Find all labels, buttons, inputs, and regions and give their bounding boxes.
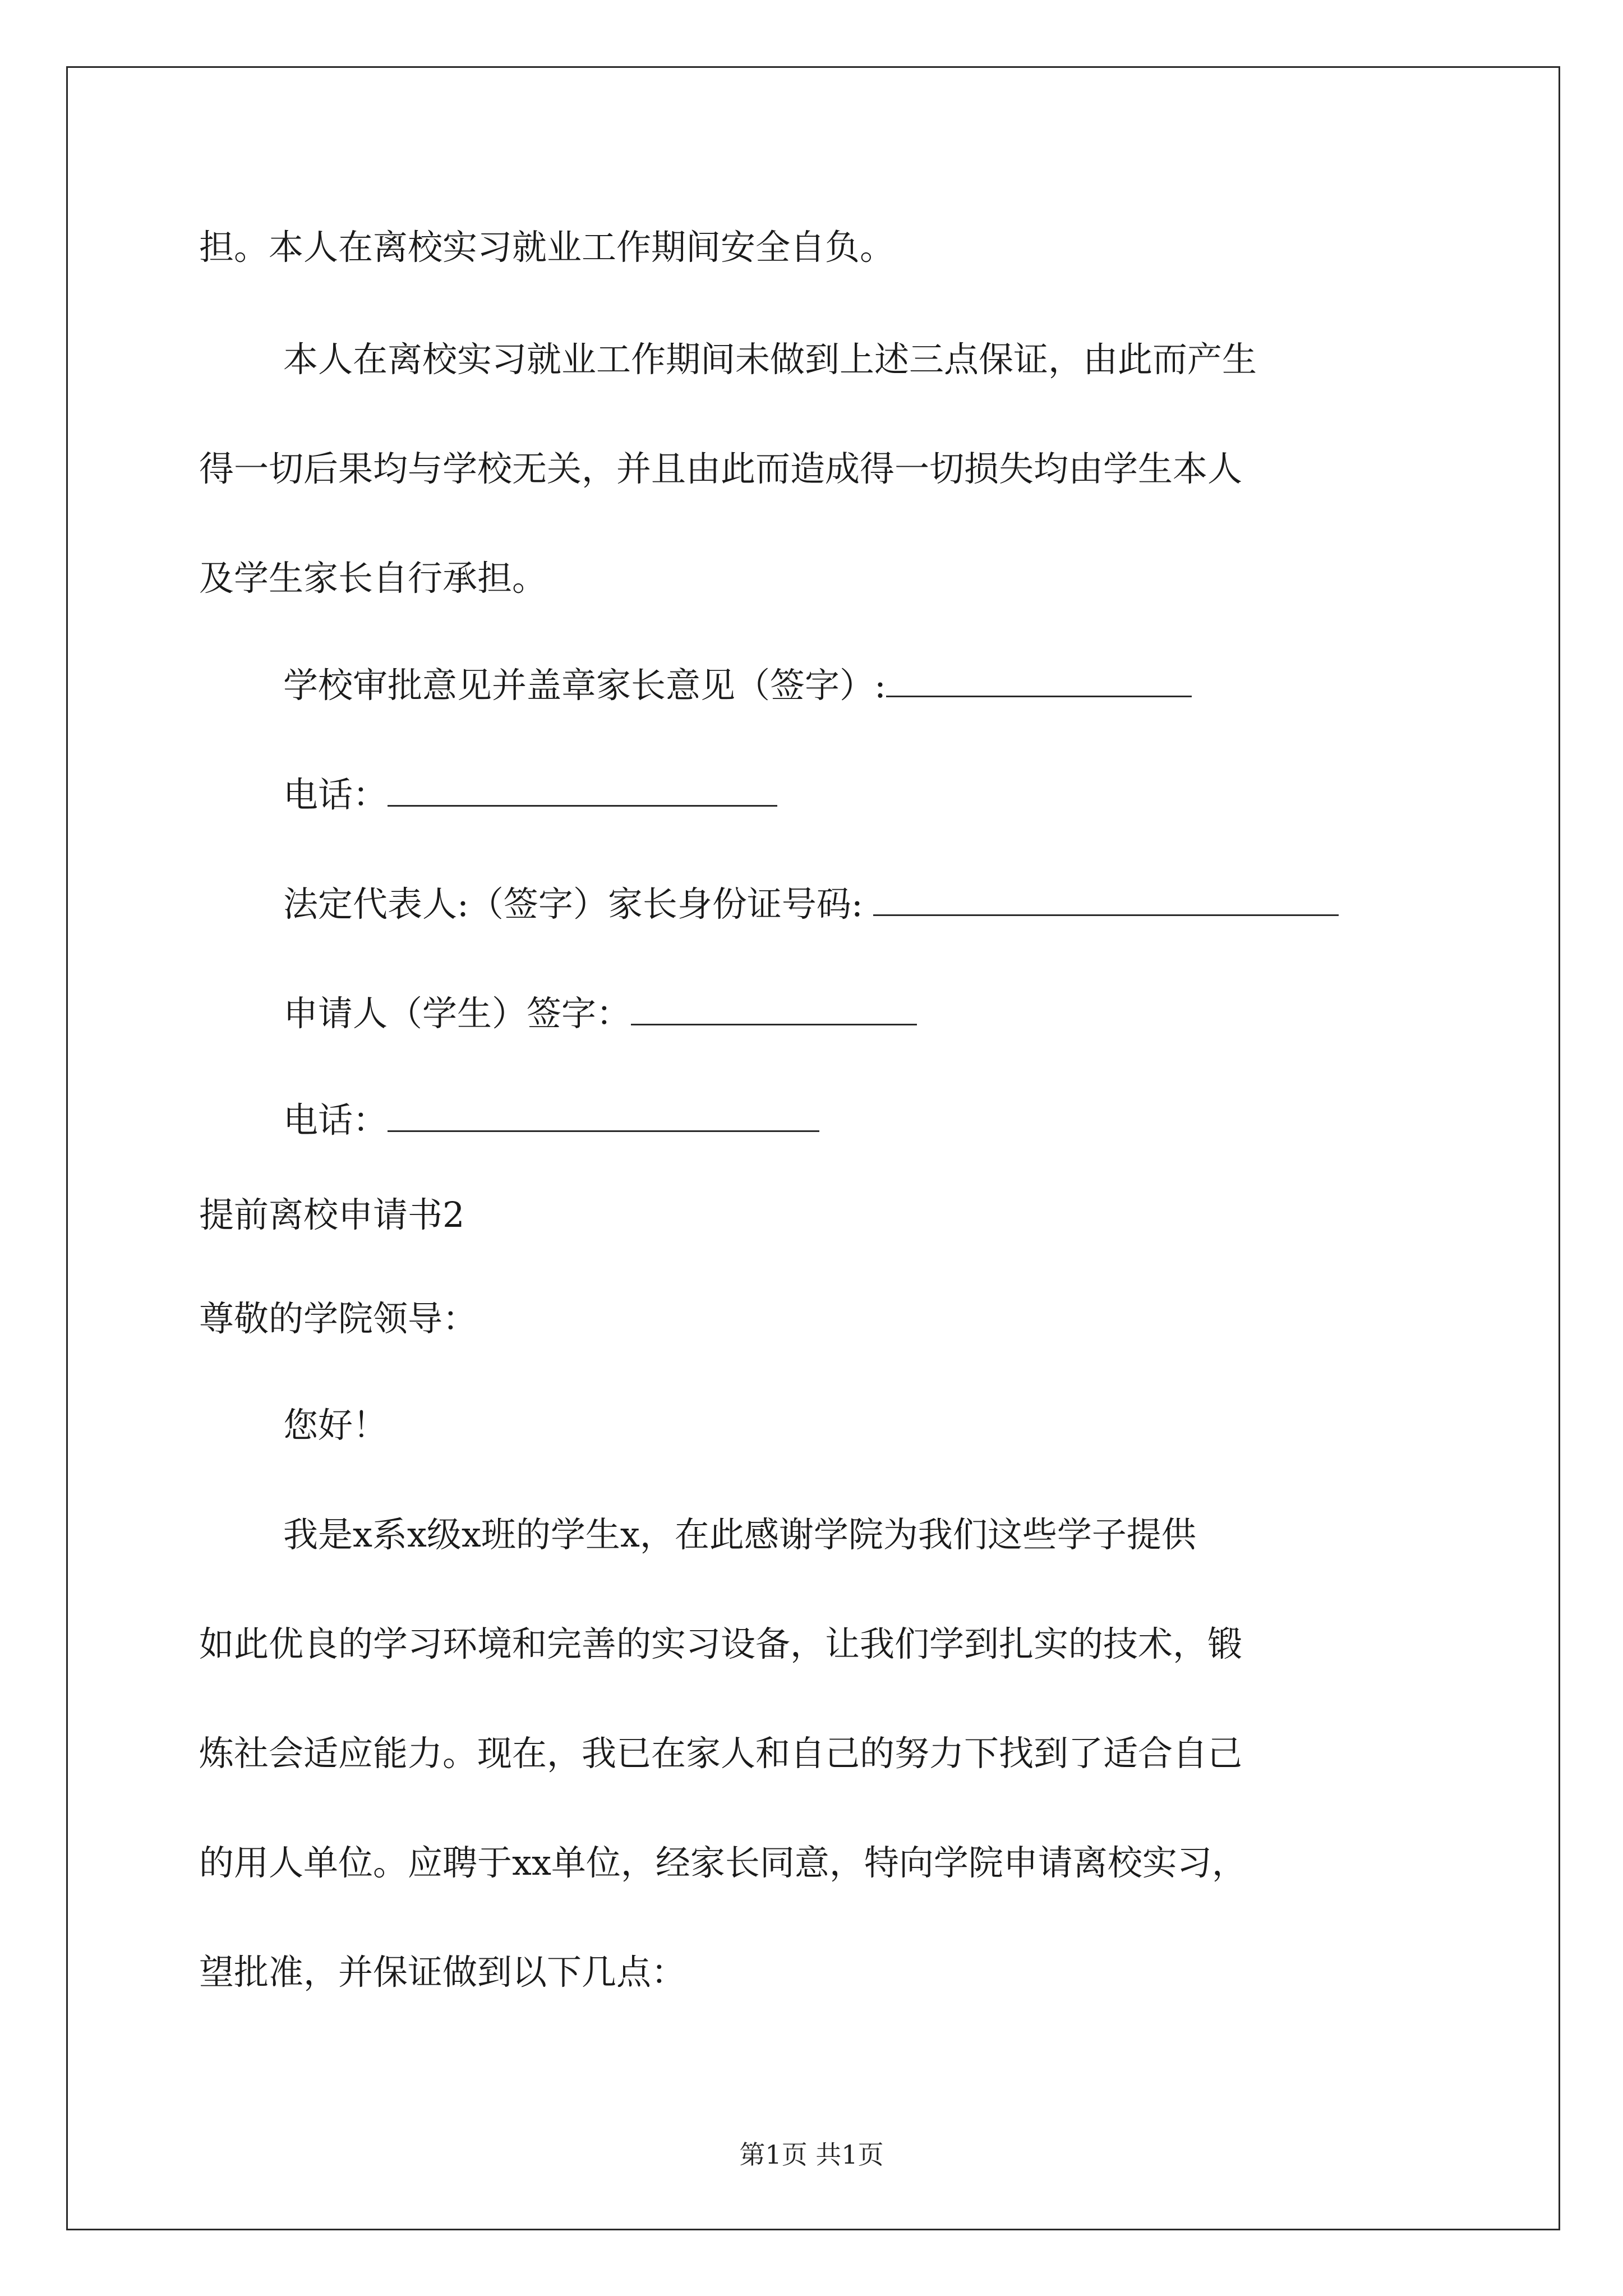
page-border: [66, 66, 1560, 2230]
phone-blank: [388, 777, 777, 807]
text-line: 炼社会适应能力。现在，我已在家人和自己的努力下找到了适合自己: [199, 1733, 1243, 1774]
signature-blank: [631, 996, 917, 1025]
text-line: 担。本人在离校实习就业工作期间安全自负。: [199, 227, 895, 268]
text-line: 我是x系x级x班的学生x，在此感谢学院为我们这些学子提供: [283, 1514, 1196, 1555]
field-label: 学校审批意见并盖章家长意见（签字）:: [283, 665, 886, 706]
phone-field: [283, 774, 777, 815]
salutation: 尊敬的学院领导：: [199, 1298, 478, 1339]
text-line: 如此优良的学习环境和完善的实习设备，让我们学到扎实的技术，锻: [199, 1623, 1243, 1664]
text-line: 望批准，并保证做到以下几点：: [199, 1952, 686, 1993]
phone-blank: [388, 1102, 819, 1132]
field-label: 申请人（学生）签字：: [283, 993, 631, 1034]
text-line: 及学生家长自行承担。: [199, 558, 547, 599]
school-parent-signature-field: [283, 665, 1192, 706]
greeting: 您好！: [283, 1405, 388, 1446]
phone-field: [283, 1099, 819, 1140]
text-line: 本人在离校实习就业工作期间未做到上述三点保证，由此而产生: [283, 339, 1257, 380]
text-line: 的用人单位。应聘于xx单位，经家长同意，特向学院申请离校实习，: [199, 1842, 1247, 1883]
field-label: 电话：: [283, 774, 388, 815]
field-label: 法定代表人:（签字）家长身份证号码:: [283, 884, 863, 924]
legal-rep-id-field: [283, 886, 1339, 922]
applicant-signature-field: [283, 993, 917, 1034]
id-number-blank: [873, 886, 1339, 916]
section-title: 提前离校申请书2: [199, 1194, 465, 1235]
signature-blank: [886, 668, 1192, 697]
text-line: 得一切后果均与学校无关，并且由此而造成得一切损失均由学生本人: [199, 448, 1243, 489]
field-label: 电话：: [283, 1099, 388, 1140]
page-number-footer: 第1页 共1页: [739, 2139, 884, 2170]
